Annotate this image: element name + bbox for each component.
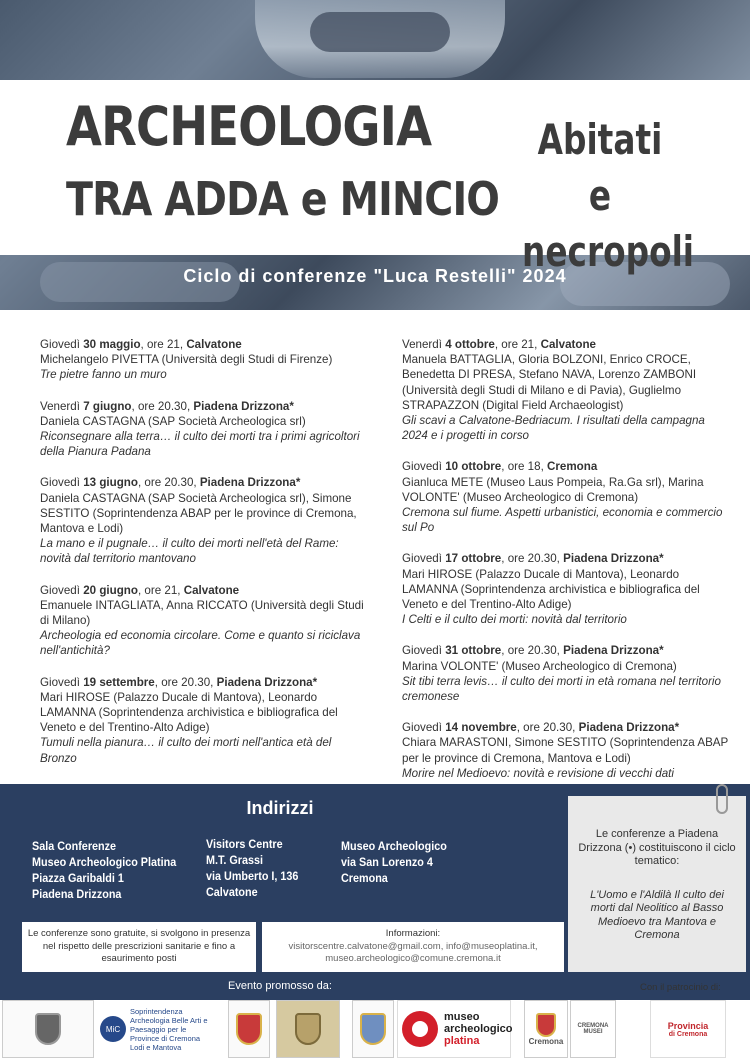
- note-intro: Le conferenze a Piadena Drizzona (•) costituiscono il ciclo tematico:: [578, 828, 736, 867]
- crest-icon: [236, 1013, 262, 1045]
- event-time: , ore 18,: [501, 460, 548, 474]
- crest-icon: [536, 1013, 556, 1037]
- cremona-crest-logo: [524, 1000, 568, 1058]
- event-speakers: Daniela CASTAGNA (SAP Società Archeologica srl), Simone SESTITO (Soprintendenza ABAP per le province di Cremona, Mantova e Lodi): [40, 491, 357, 536]
- event-date-line: [402, 720, 732, 735]
- event-date-line: [40, 675, 370, 690]
- event-date-line: [402, 551, 732, 566]
- event-day: Giovedì: [40, 675, 80, 689]
- event-time: , ore 20.30,: [131, 399, 194, 413]
- event-item: [402, 459, 732, 535]
- event-day: Venerdì: [402, 338, 442, 351]
- helmet-icon: [295, 1013, 321, 1045]
- event-title: Tumuli nella pianura… il culto dei morti nell'antica età del Bronzo: [40, 736, 332, 765]
- contacts-box: [262, 922, 564, 972]
- event-speakers: Marina VOLONTE' (Museo Archeologico di Cremona): [402, 659, 677, 673]
- event-date-line: [402, 459, 732, 474]
- event-time: , ore 21,: [137, 583, 184, 597]
- event-item: [40, 675, 370, 766]
- event-date-line: [40, 337, 370, 352]
- mic-icon: MiC: [100, 1016, 126, 1042]
- event-place: Cremona: [547, 460, 598, 474]
- address-line: M.T. Grassi: [206, 853, 264, 867]
- address-line: via San Lorenzo 4: [341, 855, 433, 869]
- event-place: Piadena Drizzona*: [193, 399, 294, 413]
- event-date-line: [402, 643, 732, 658]
- event-place: Piadena Drizzona*: [199, 476, 301, 490]
- patronage-label: Con il patrocinio di:: [640, 982, 721, 993]
- event-item: [402, 337, 732, 443]
- address-line: Museo Archeologico: [341, 839, 447, 853]
- event-date: 30 maggio: [83, 338, 141, 351]
- address-museo-cremona: [341, 838, 447, 886]
- contact-email-cremona[interactable]: museo.archeologico@comune.cremona.it: [325, 953, 501, 964]
- subtitle: [522, 112, 695, 280]
- address-line: via Umberto I, 136: [206, 869, 299, 883]
- thematic-note: [568, 796, 746, 972]
- event-date-line: [40, 583, 370, 598]
- event-speakers: Manuela BATTAGLIA, Gloria BOLZONI, Enrico CROCE, Benedetta DI PRESA, Stefano NAVA, Lorenzo ZAMBONI (Università degli Studi di Milano e di Pavia), Guglielmo STRAPAZZON (Digital Field Archaeologist): [402, 353, 697, 412]
- event-place: Calvatone: [186, 338, 242, 351]
- visitors-centre-logo: [276, 1000, 340, 1058]
- event-item: [402, 643, 732, 704]
- contact-emails[interactable]: visitorscentre.calvatone@gmail.com, info@museoplatina.it,: [288, 940, 538, 952]
- event-date: 14 novembre: [445, 721, 517, 735]
- event-speakers: Daniela CASTAGNA (SAP Società Archeologica srl): [40, 414, 306, 428]
- stone-texture: [310, 12, 450, 52]
- event-date-line: [40, 475, 370, 490]
- event-item: [40, 583, 370, 659]
- address-line: Calvatone: [206, 885, 258, 899]
- comune-crest-logo: [228, 1000, 270, 1058]
- event-speakers: Mari HIROSE (Palazzo Ducale di Mantova), Leonardo LAMANNA (Soprintendenza archivistica e bibliografica del Veneto e del Trentino-Alto Adige): [40, 690, 338, 735]
- event-time: , ore 21,: [494, 338, 541, 351]
- event-date: 13 giugno: [83, 476, 138, 490]
- contacts-label: Informazioni:: [385, 928, 441, 939]
- event-place: Calvatone: [540, 338, 596, 351]
- events-right-column: [402, 337, 732, 797]
- cremona-label: Cremona: [528, 1036, 564, 1046]
- soprintendenza-logo: [100, 1000, 216, 1058]
- address-line: Visitors Centre: [206, 837, 283, 851]
- event-title: Tre pietre fanno un muro: [40, 368, 167, 382]
- event-time: , ore 20.30,: [516, 721, 579, 735]
- promoted-by-label: Evento promosso da:: [228, 980, 332, 992]
- event-day: Giovedì: [402, 721, 442, 735]
- museo-platina-logo: [397, 1000, 511, 1058]
- event-day: Giovedì: [402, 460, 442, 474]
- event-day: Giovedì: [40, 338, 80, 351]
- event-item: [40, 399, 370, 460]
- event-day: Giovedì: [40, 476, 80, 490]
- subtitle-line1: Abitati e: [537, 115, 663, 220]
- address-line: Piazza Garibaldi 1: [32, 871, 124, 885]
- event-time: , ore 20.30,: [501, 644, 564, 658]
- event-date: 19 settembre: [83, 675, 155, 689]
- event-place: Piadena Drizzona*: [578, 721, 680, 735]
- event-title: Riconsegnare alla terra… il culto dei morti tra i primi agricoltori della Pianura Padana: [40, 430, 360, 459]
- event-date: 7 giugno: [83, 399, 132, 413]
- event-speakers: Chiara MARASTONI, Simone SESTITO (Soprintendenza ABAP per le province di Cremona, Mantova e Lodi): [402, 736, 729, 765]
- event-item: [402, 551, 732, 627]
- event-day: Giovedì: [402, 644, 442, 658]
- event-date: 10 ottobre: [445, 460, 502, 474]
- comune-crest-logo: [352, 1000, 394, 1058]
- main-title-line2: TRA ADDA e MINCIO: [66, 172, 500, 226]
- free-entry-note: Le conferenze sono gratuite, si svolgono in presenza nel rispetto delle prescrizioni sanitarie e fino a esaurimento posti: [22, 922, 256, 972]
- address-line: Cremona: [341, 871, 388, 885]
- event-day: Giovedì: [40, 583, 80, 597]
- event-speakers: Gianluca METE (Museo Laus Pompeia, Ra.Ga srl), Marina VOLONTE' (Museo Archeologico di Cremona): [402, 475, 704, 504]
- event-date: 4 ottobre: [445, 338, 495, 351]
- event-date-line: [40, 399, 370, 414]
- event-title: Morire nel Medioevo: novità e revisione di vecchi dati: [402, 766, 674, 780]
- event-date-line: [402, 337, 732, 352]
- event-item: [40, 475, 370, 566]
- address-visitors-centre: [206, 836, 298, 900]
- event-date: 17 ottobre: [445, 552, 502, 566]
- addresses-heading: Indirizzi: [246, 798, 314, 818]
- paperclip-icon: [716, 784, 728, 814]
- event-place: Piadena Drizzona*: [216, 675, 318, 689]
- note-theme: L'Uomo e l'Aldilà Il culto dei morti dal Neolitico al Basso Medioevo tra Mantova e Cremona: [590, 888, 724, 941]
- event-item: [40, 337, 370, 383]
- event-item: [402, 720, 732, 781]
- events-left-column: [40, 337, 370, 782]
- event-speakers: Mari HIROSE (Palazzo Ducale di Mantova), Leonardo LAMANNA (Soprintendenza archivistica e bibliografica del Veneto e del Trentino-Alto Adige): [402, 567, 700, 612]
- event-place: Piadena Drizzona*: [563, 552, 664, 566]
- university-seal-icon: [35, 1013, 61, 1045]
- event-title: Archeologia ed economia circolare. Come e quanto si riciclava nell'antichità?: [40, 629, 361, 658]
- soprintendenza-text: Soprintendenza Archeologia Belle Arti e Paesaggio per le Province di Cremona Lodi e Mantova: [130, 1006, 208, 1052]
- event-time: , ore 20.30,: [154, 675, 217, 689]
- subtitle-line2: necropoli: [522, 227, 695, 276]
- event-time: , ore 20.30,: [501, 552, 564, 566]
- event-date: 20 giugno: [83, 583, 138, 597]
- event-title: La mano e il pugnale… il culto dei morti nell'età del Rame: novità dal territorio mantovano: [40, 537, 339, 566]
- platina-ring-icon: [402, 1011, 438, 1047]
- event-title: Sit tibi terra levis… il culto dei morti in età romana nel territorio cremonese: [402, 674, 721, 704]
- provincia-logo: Provincia di Cremona: [650, 1000, 726, 1058]
- address-line: Piadena Drizzona: [32, 887, 122, 901]
- event-day: Giovedì: [402, 552, 442, 566]
- event-title: I Celti e il culto dei morti: novità dal territorio: [402, 613, 627, 627]
- event-speakers: Emanuele INTAGLIATA, Anna RICCATO (Università degli Studi di Milano): [40, 598, 364, 628]
- event-time: , ore 21,: [140, 338, 187, 351]
- crest-icon: [360, 1013, 386, 1045]
- event-place: Piadena Drizzona*: [563, 644, 664, 658]
- event-speakers: Michelangelo PIVETTA (Università degli Studi di Firenze): [40, 353, 333, 367]
- university-logo: [2, 1000, 94, 1058]
- address-platina: [32, 838, 176, 902]
- main-title-line1: ARCHEOLOGIA: [66, 95, 432, 158]
- event-day: Venerdì: [40, 399, 80, 413]
- event-title: Cremona sul fiume. Aspetti urbanistici, economia e commercio sul Po: [402, 506, 723, 535]
- cremona-musei-logo: CREMONA MUSEI: [570, 1000, 616, 1058]
- event-time: , ore 20.30,: [137, 476, 200, 490]
- series-title: Ciclo di conferenze "Luca Restelli" 2024: [183, 266, 567, 286]
- address-line: Sala Conferenze: [32, 839, 117, 853]
- event-title: Gli scavi a Calvatone-Bedriacum. I risultati della campagna 2024 e i progetti in corso: [402, 414, 705, 443]
- event-date: 31 ottobre: [445, 644, 502, 658]
- address-line: Museo Archeologico Platina: [32, 855, 177, 869]
- event-place: Calvatone: [183, 583, 240, 597]
- platina-text: museo archeologico platina: [444, 1011, 513, 1047]
